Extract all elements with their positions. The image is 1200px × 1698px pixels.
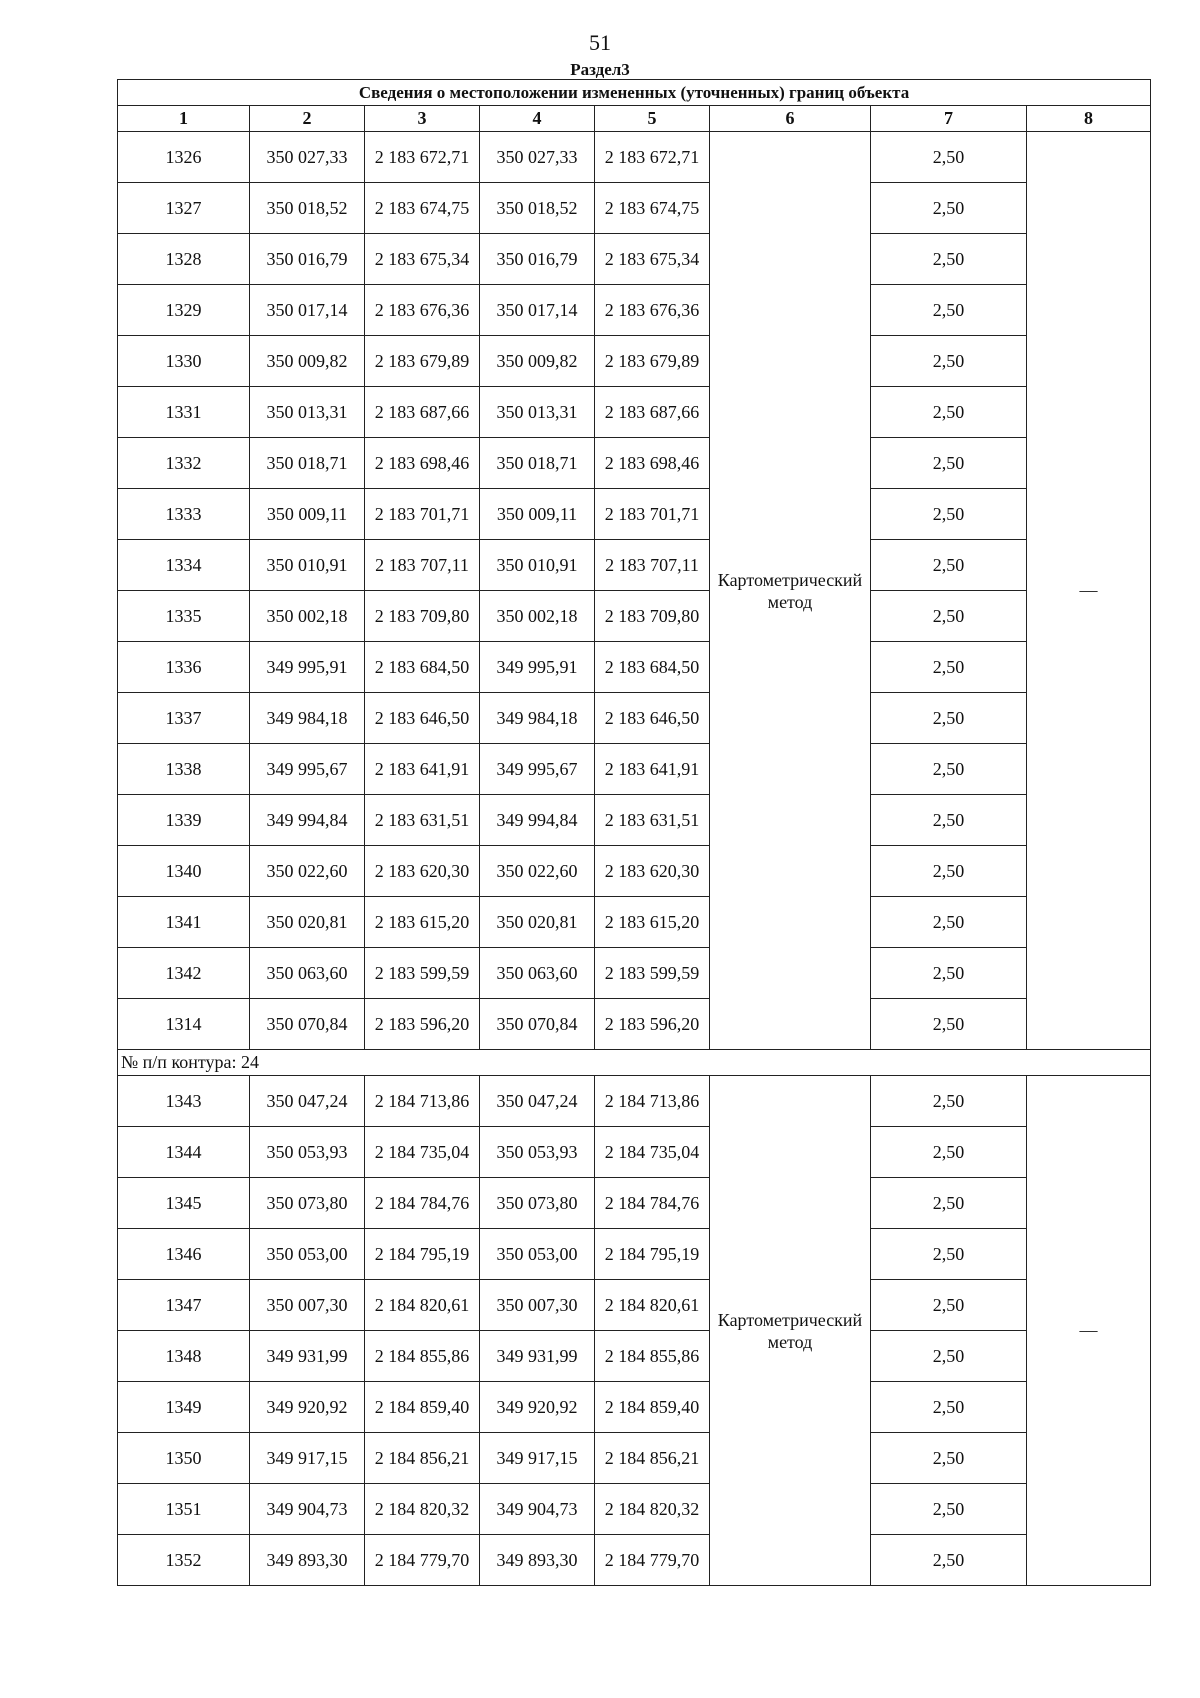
- table-row: [118, 1229, 1151, 1280]
- accuracy-cell: 2,50: [871, 693, 1027, 744]
- y-old-cell: 2 184 713,86: [365, 1076, 480, 1127]
- accuracy-cell: 2,50: [871, 438, 1027, 489]
- section-title: Раздел3: [570, 60, 630, 79]
- x-new-cell: 349 931,99: [480, 1331, 595, 1382]
- table-row: [118, 540, 1151, 591]
- y-new-cell: 2 183 672,71: [595, 132, 710, 183]
- y-new-cell: 2 183 675,34: [595, 234, 710, 285]
- point-number-cell: 1346: [118, 1229, 250, 1280]
- x-old-cell: 350 016,79: [250, 234, 365, 285]
- y-new-cell: 2 184 855,86: [595, 1331, 710, 1382]
- y-old-cell: 2 183 631,51: [365, 795, 480, 846]
- y-old-cell: 2 184 859,40: [365, 1382, 480, 1433]
- x-old-cell: 350 047,24: [250, 1076, 365, 1127]
- point-number-cell: 1343: [118, 1076, 250, 1127]
- x-new-cell: 349 904,73: [480, 1484, 595, 1535]
- x-new-cell: 350 013,31: [480, 387, 595, 438]
- point-number-cell: 1345: [118, 1178, 250, 1229]
- table-row: [118, 234, 1151, 285]
- y-new-cell: 2 183 599,59: [595, 948, 710, 999]
- x-new-cell: 349 984,18: [480, 693, 595, 744]
- x-old-cell: 350 013,31: [250, 387, 365, 438]
- x-old-cell: 349 931,99: [250, 1331, 365, 1382]
- column-header: 6: [710, 106, 871, 132]
- y-old-cell: 2 184 855,86: [365, 1331, 480, 1382]
- page-number: 51: [589, 30, 611, 55]
- method-cell: Картометрический метод: [710, 1076, 871, 1586]
- x-old-cell: 350 017,14: [250, 285, 365, 336]
- accuracy-cell: 2,50: [871, 336, 1027, 387]
- accuracy-cell: 2,50: [871, 1331, 1027, 1382]
- y-new-cell: 2 183 679,89: [595, 336, 710, 387]
- x-new-cell: 350 009,11: [480, 489, 595, 540]
- accuracy-cell: 2,50: [871, 591, 1027, 642]
- table-row: [118, 591, 1151, 642]
- y-new-cell: 2 184 859,40: [595, 1382, 710, 1433]
- table-row: [118, 1280, 1151, 1331]
- y-new-cell: 2 183 707,11: [595, 540, 710, 591]
- y-old-cell: 2 183 620,30: [365, 846, 480, 897]
- table-row: [118, 744, 1151, 795]
- point-number-cell: 1344: [118, 1127, 250, 1178]
- y-new-cell: 2 183 620,30: [595, 846, 710, 897]
- accuracy-cell: 2,50: [871, 387, 1027, 438]
- x-old-cell: 349 920,92: [250, 1382, 365, 1433]
- table-row: [118, 642, 1151, 693]
- x-old-cell: 350 053,93: [250, 1127, 365, 1178]
- point-number-cell: 1328: [118, 234, 250, 285]
- point-number-cell: 1339: [118, 795, 250, 846]
- accuracy-cell: 2,50: [871, 489, 1027, 540]
- y-old-cell: 2 184 795,19: [365, 1229, 480, 1280]
- table-row: [118, 285, 1151, 336]
- x-old-cell: 349 893,30: [250, 1535, 365, 1586]
- y-new-cell: 2 184 820,61: [595, 1280, 710, 1331]
- table-row: [118, 1433, 1151, 1484]
- point-number-cell: 1348: [118, 1331, 250, 1382]
- point-number-cell: 1334: [118, 540, 250, 591]
- y-old-cell: 2 183 709,80: [365, 591, 480, 642]
- y-new-cell: 2 183 596,20: [595, 999, 710, 1050]
- table-head: [118, 80, 1151, 132]
- x-old-cell: 350 063,60: [250, 948, 365, 999]
- y-old-cell: 2 183 679,89: [365, 336, 480, 387]
- y-old-cell: 2 183 599,59: [365, 948, 480, 999]
- accuracy-cell: 2,50: [871, 1433, 1027, 1484]
- y-new-cell: 2 184 820,32: [595, 1484, 710, 1535]
- x-new-cell: 350 007,30: [480, 1280, 595, 1331]
- column-header: 3: [365, 106, 480, 132]
- x-new-cell: 349 994,84: [480, 795, 595, 846]
- method-cell: Картометрический метод: [710, 132, 871, 1050]
- contour-label: № п/п контура: 24: [118, 1050, 1151, 1076]
- point-number-cell: 1335: [118, 591, 250, 642]
- y-new-cell: 2 183 698,46: [595, 438, 710, 489]
- y-new-cell: 2 183 684,50: [595, 642, 710, 693]
- point-number-cell: 1337: [118, 693, 250, 744]
- x-new-cell: 349 917,15: [480, 1433, 595, 1484]
- y-new-cell: 2 183 615,20: [595, 897, 710, 948]
- x-old-cell: 350 009,11: [250, 489, 365, 540]
- y-old-cell: 2 183 707,11: [365, 540, 480, 591]
- x-new-cell: 349 995,67: [480, 744, 595, 795]
- point-number-cell: 1314: [118, 999, 250, 1050]
- accuracy-cell: 2,50: [871, 1127, 1027, 1178]
- y-old-cell: 2 184 856,21: [365, 1433, 480, 1484]
- y-old-cell: 2 184 784,76: [365, 1178, 480, 1229]
- accuracy-cell: 2,50: [871, 285, 1027, 336]
- y-old-cell: 2 183 701,71: [365, 489, 480, 540]
- y-old-cell: 2 184 735,04: [365, 1127, 480, 1178]
- x-new-cell: 350 018,71: [480, 438, 595, 489]
- table-row: [118, 438, 1151, 489]
- x-old-cell: 350 007,30: [250, 1280, 365, 1331]
- accuracy-cell: 2,50: [871, 234, 1027, 285]
- table-row: [118, 1076, 1151, 1127]
- table-row: [118, 948, 1151, 999]
- y-new-cell: 2 183 709,80: [595, 591, 710, 642]
- x-new-cell: 350 047,24: [480, 1076, 595, 1127]
- x-old-cell: 350 027,33: [250, 132, 365, 183]
- x-new-cell: 350 070,84: [480, 999, 595, 1050]
- table-row: [118, 693, 1151, 744]
- x-old-cell: 349 917,15: [250, 1433, 365, 1484]
- x-old-cell: 349 984,18: [250, 693, 365, 744]
- x-new-cell: 349 995,91: [480, 642, 595, 693]
- table-row: [118, 132, 1151, 183]
- column-header: 4: [480, 106, 595, 132]
- x-old-cell: 350 073,80: [250, 1178, 365, 1229]
- x-old-cell: 350 009,82: [250, 336, 365, 387]
- accuracy-cell: 2,50: [871, 897, 1027, 948]
- point-number-cell: 1327: [118, 183, 250, 234]
- accuracy-cell: 2,50: [871, 846, 1027, 897]
- y-new-cell: 2 183 701,71: [595, 489, 710, 540]
- x-old-cell: 349 904,73: [250, 1484, 365, 1535]
- point-number-cell: 1331: [118, 387, 250, 438]
- x-old-cell: 350 018,71: [250, 438, 365, 489]
- x-new-cell: 350 002,18: [480, 591, 595, 642]
- table-row: [118, 999, 1151, 1050]
- x-old-cell: 350 018,52: [250, 183, 365, 234]
- table-row: [118, 1484, 1151, 1535]
- point-number-cell: 1341: [118, 897, 250, 948]
- x-new-cell: 350 009,82: [480, 336, 595, 387]
- x-new-cell: 350 027,33: [480, 132, 595, 183]
- y-old-cell: 2 183 676,36: [365, 285, 480, 336]
- table-row: [118, 489, 1151, 540]
- table-caption-row: [118, 80, 1151, 106]
- y-new-cell: 2 184 795,19: [595, 1229, 710, 1280]
- column-header-row: [118, 106, 1151, 132]
- y-new-cell: 2 184 856,21: [595, 1433, 710, 1484]
- accuracy-cell: 2,50: [871, 183, 1027, 234]
- y-new-cell: 2 184 784,76: [595, 1178, 710, 1229]
- y-old-cell: 2 183 687,66: [365, 387, 480, 438]
- x-new-cell: 349 893,30: [480, 1535, 595, 1586]
- accuracy-cell: 2,50: [871, 1280, 1027, 1331]
- point-number-cell: 1336: [118, 642, 250, 693]
- y-new-cell: 2 183 687,66: [595, 387, 710, 438]
- accuracy-cell: 2,50: [871, 132, 1027, 183]
- x-new-cell: 349 920,92: [480, 1382, 595, 1433]
- x-old-cell: 350 070,84: [250, 999, 365, 1050]
- column-header: 2: [250, 106, 365, 132]
- x-new-cell: 350 016,79: [480, 234, 595, 285]
- table-row: [118, 1127, 1151, 1178]
- x-old-cell: 350 022,60: [250, 846, 365, 897]
- y-old-cell: 2 184 820,61: [365, 1280, 480, 1331]
- y-old-cell: 2 183 672,71: [365, 132, 480, 183]
- x-old-cell: 349 995,67: [250, 744, 365, 795]
- table-row: [118, 336, 1151, 387]
- y-old-cell: 2 183 641,91: [365, 744, 480, 795]
- point-number-cell: 1333: [118, 489, 250, 540]
- y-old-cell: 2 183 698,46: [365, 438, 480, 489]
- y-new-cell: 2 183 641,91: [595, 744, 710, 795]
- x-old-cell: 349 995,91: [250, 642, 365, 693]
- point-number-cell: 1326: [118, 132, 250, 183]
- accuracy-cell: 2,50: [871, 1535, 1027, 1586]
- y-new-cell: 2 183 631,51: [595, 795, 710, 846]
- accuracy-cell: 2,50: [871, 1382, 1027, 1433]
- table-row: [118, 1178, 1151, 1229]
- accuracy-cell: 2,50: [871, 1076, 1027, 1127]
- column-header: 1: [118, 106, 250, 132]
- accuracy-cell: 2,50: [871, 642, 1027, 693]
- x-old-cell: 350 002,18: [250, 591, 365, 642]
- x-old-cell: 350 010,91: [250, 540, 365, 591]
- y-old-cell: 2 183 684,50: [365, 642, 480, 693]
- y-old-cell: 2 183 596,20: [365, 999, 480, 1050]
- y-new-cell: 2 184 713,86: [595, 1076, 710, 1127]
- point-number-cell: 1350: [118, 1433, 250, 1484]
- table-row: [118, 1382, 1151, 1433]
- y-old-cell: 2 183 646,50: [365, 693, 480, 744]
- y-old-cell: 2 183 674,75: [365, 183, 480, 234]
- accuracy-cell: 2,50: [871, 999, 1027, 1050]
- point-number-cell: 1330: [118, 336, 250, 387]
- contour-label-row: [118, 1050, 1151, 1076]
- y-old-cell: 2 183 615,20: [365, 897, 480, 948]
- table-body: [118, 132, 1151, 1586]
- accuracy-cell: 2,50: [871, 1229, 1027, 1280]
- table-row: [118, 795, 1151, 846]
- table-caption: Сведения о местоположении измененных (уточненных) границ объекта: [118, 80, 1151, 106]
- table-row: [118, 183, 1151, 234]
- table-row: [118, 387, 1151, 438]
- accuracy-cell: 2,50: [871, 540, 1027, 591]
- y-new-cell: 2 183 646,50: [595, 693, 710, 744]
- table-row: [118, 897, 1151, 948]
- x-new-cell: 350 063,60: [480, 948, 595, 999]
- table-row: [118, 846, 1151, 897]
- x-new-cell: 350 020,81: [480, 897, 595, 948]
- coordinates-table: [117, 79, 1151, 1586]
- point-number-cell: 1351: [118, 1484, 250, 1535]
- point-number-cell: 1349: [118, 1382, 250, 1433]
- x-new-cell: 350 018,52: [480, 183, 595, 234]
- y-old-cell: 2 183 675,34: [365, 234, 480, 285]
- point-number-cell: 1347: [118, 1280, 250, 1331]
- point-number-cell: 1332: [118, 438, 250, 489]
- y-new-cell: 2 183 676,36: [595, 285, 710, 336]
- y-old-cell: 2 184 820,32: [365, 1484, 480, 1535]
- x-new-cell: 350 053,00: [480, 1229, 595, 1280]
- y-new-cell: 2 184 735,04: [595, 1127, 710, 1178]
- point-number-cell: 1329: [118, 285, 250, 336]
- accuracy-cell: 2,50: [871, 948, 1027, 999]
- x-old-cell: 350 020,81: [250, 897, 365, 948]
- column-header: 7: [871, 106, 1027, 132]
- x-new-cell: 350 022,60: [480, 846, 595, 897]
- point-number-cell: 1338: [118, 744, 250, 795]
- column-header: 5: [595, 106, 710, 132]
- x-new-cell: 350 073,80: [480, 1178, 595, 1229]
- x-old-cell: 350 053,00: [250, 1229, 365, 1280]
- point-number-cell: 1340: [118, 846, 250, 897]
- x-new-cell: 350 010,91: [480, 540, 595, 591]
- accuracy-cell: 2,50: [871, 795, 1027, 846]
- x-old-cell: 349 994,84: [250, 795, 365, 846]
- note-cell: —: [1027, 132, 1151, 1050]
- x-new-cell: 350 017,14: [480, 285, 595, 336]
- table-row: [118, 1331, 1151, 1382]
- x-new-cell: 350 053,93: [480, 1127, 595, 1178]
- note-cell: —: [1027, 1076, 1151, 1586]
- column-header: 8: [1027, 106, 1151, 132]
- accuracy-cell: 2,50: [871, 1178, 1027, 1229]
- y-new-cell: 2 183 674,75: [595, 183, 710, 234]
- point-number-cell: 1342: [118, 948, 250, 999]
- y-new-cell: 2 184 779,70: [595, 1535, 710, 1586]
- y-old-cell: 2 184 779,70: [365, 1535, 480, 1586]
- table-row: [118, 1535, 1151, 1586]
- point-number-cell: 1352: [118, 1535, 250, 1586]
- accuracy-cell: 2,50: [871, 744, 1027, 795]
- accuracy-cell: 2,50: [871, 1484, 1027, 1535]
